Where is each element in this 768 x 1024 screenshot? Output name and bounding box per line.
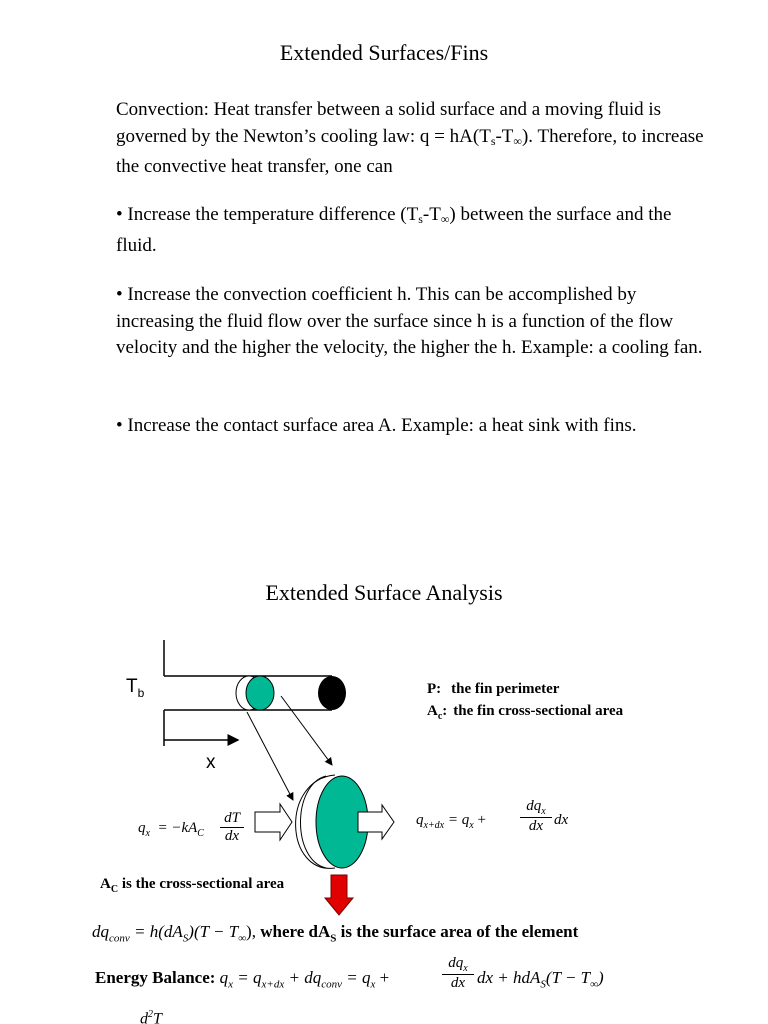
cross-section-key: $A_c$: the fin cross-sectional area	[427, 703, 624, 722]
cutoff-equation: $d^2T$	[140, 1009, 162, 1024]
bullet-convection-coefficient: • Increase the convection coefficient h. This can be accomplished by increasing the fluid flow over the surface since h is a function of the flow velocity and the higher the velocity, the higher the h. Example: a cooling fan.	[116, 284, 703, 358]
heat-in-arrow	[255, 804, 292, 840]
x-axis-label: x	[206, 752, 216, 773]
bullet-temperature-difference: • Increase the temperature difference $(T_s-T_\infty)$ between the surface and the fluid.	[116, 204, 672, 256]
convection-equation: $dq_{conv} = h(dA_S)(T - T_\infty)$, where $dA_S$ is the surface area of the element	[92, 922, 579, 945]
base-temperature-label: $T_b$	[126, 676, 145, 700]
cross-section-note: $A_C$ is the cross-sectional area	[100, 876, 285, 895]
bullet-surface-area: • Increase the contact surface area A. Example: a heat sink with fins.	[116, 415, 637, 436]
element-slice-face	[246, 676, 274, 710]
energy-balance-equation: Energy Balance: $q_x = q_{x+dx} + dq_{conv} = q_x$ + $dq_x$ dx dx + $hdA_S(T - T_\infty)$	[95, 955, 604, 991]
intro-paragraph: Convection: Heat transfer between a solid surface and a moving fluid is governed by the Newton’s cooling law: $q = hA(T_s-T_\infty)$. Therefore, to increase the convective heat transfer, one can	[116, 99, 704, 177]
fin-end-cap	[318, 676, 346, 710]
perimeter-key: P: the fin perimeter	[427, 681, 560, 697]
convection-arrow	[325, 875, 353, 915]
zoom-line-left	[247, 712, 293, 800]
section-title-analysis: Extended Surface Analysis	[265, 580, 503, 605]
section-title-fins: Extended Surfaces/Fins	[279, 40, 489, 65]
